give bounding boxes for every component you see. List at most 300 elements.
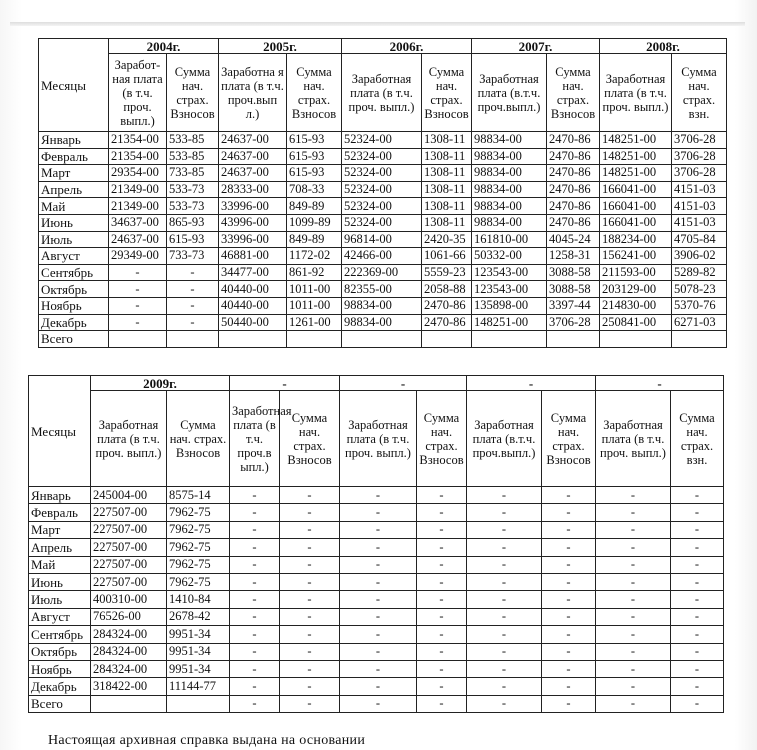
salary-cell: - [596, 504, 671, 521]
table-row [39, 181, 727, 198]
salary-cell: - [596, 487, 671, 504]
salary-cell: - [230, 660, 280, 677]
salary-cell: - [340, 678, 417, 695]
table-row [29, 678, 724, 695]
salary-cell: - [467, 643, 542, 660]
salary-cell: 166041-00 [600, 198, 672, 215]
contribution-cell: 615-93 [287, 148, 342, 165]
salary-cell: 43996-00 [219, 214, 287, 231]
salary-cell: 98834-00 [472, 198, 547, 215]
month-cell: Август [39, 248, 109, 265]
contribution-cell [672, 331, 727, 348]
salary-cell: - [230, 643, 280, 660]
contribution-cell: 5370-76 [672, 297, 727, 314]
month-cell: Март [39, 165, 109, 182]
month-cell: Январь [29, 487, 91, 504]
salary-cell [600, 331, 672, 348]
contribution-cell: 861-92 [287, 264, 342, 281]
salary-subheader: Заработная плата (в.т.ч. проч.выпл.) [467, 391, 542, 487]
contrib-subheader: Сумма нач. страх. Взносов [167, 54, 219, 132]
contribution-cell: 849-89 [287, 231, 342, 248]
salary-cell: - [340, 591, 417, 608]
salary-cell: 21354-00 [109, 132, 167, 149]
salary-cell: 52324-00 [342, 165, 422, 182]
salary-cell: - [596, 695, 671, 712]
table-row [39, 198, 727, 215]
footer-text: Настоящая архивная справка выдана на основании [48, 733, 366, 748]
salary-cell: - [596, 643, 671, 660]
salary-cell: - [340, 556, 417, 573]
salary-cell: - [340, 521, 417, 538]
salary-cell: 211593-00 [600, 264, 672, 281]
contribution-cell: 2470-86 [547, 198, 600, 215]
salary-subheader: Заработна я плата (в т.ч. проч.вып л.) [219, 54, 287, 132]
contribution-cell: 9951-34 [167, 626, 230, 643]
month-cell: Всего [29, 695, 91, 712]
salary-cell: 40440-00 [219, 281, 287, 298]
contrib-subheader: Сумма нач. страх. Взносов [417, 391, 467, 487]
contribution-cell: - [671, 504, 724, 521]
salary-cell: 284324-00 [91, 643, 167, 660]
salary-cell: - [467, 626, 542, 643]
year-header: - [230, 376, 340, 391]
salary-cell: 24637-00 [109, 231, 167, 248]
month-cell: Сентябрь [29, 626, 91, 643]
salary-cell: - [596, 608, 671, 625]
salary-cell: 33996-00 [219, 231, 287, 248]
salary-cell: 52324-00 [342, 181, 422, 198]
salary-cell: - [596, 660, 671, 677]
month-cell: Июнь [29, 573, 91, 590]
salary-cell: - [230, 539, 280, 556]
salary-cell: - [340, 608, 417, 625]
salary-cell: - [467, 695, 542, 712]
table-row [29, 591, 724, 608]
contribution-cell: - [280, 695, 340, 712]
salary-cell: - [340, 660, 417, 677]
year-header: 2008г. [600, 39, 727, 54]
contribution-cell: 6271-03 [672, 314, 727, 331]
table-row [39, 281, 727, 298]
contribution-cell: 708-33 [287, 181, 342, 198]
contribution-cell: - [280, 504, 340, 521]
year-header: - [340, 376, 467, 391]
year-header: 2006г. [342, 39, 472, 54]
salary-cell: - [467, 539, 542, 556]
salary-cell: 123543-00 [472, 264, 547, 281]
contribution-cell: - [542, 487, 596, 504]
salary-subheader: Заработная плата (в т.ч. проч. выпл.) [600, 54, 672, 132]
contribution-cell: 733-73 [167, 248, 219, 265]
salary-cell: 98834-00 [342, 297, 422, 314]
salary-cell: 50332-00 [472, 248, 547, 265]
salary-cell: - [340, 487, 417, 504]
month-cell: Апрель [39, 181, 109, 198]
salary-cell: 98834-00 [472, 165, 547, 182]
month-cell: Июль [29, 591, 91, 608]
contribution-cell: 533-85 [167, 148, 219, 165]
salary-cell: 21354-00 [109, 148, 167, 165]
contrib-subheader: Сумма нач. страх. взн. [671, 391, 724, 487]
contribution-cell: - [542, 695, 596, 712]
salary-cell: 222369-00 [342, 264, 422, 281]
months-header: Месяцы [29, 376, 91, 487]
month-cell: Январь [39, 132, 109, 149]
table-row [39, 165, 727, 182]
table-row [29, 539, 724, 556]
table-row [39, 331, 727, 348]
contribution-cell: 1258-31 [547, 248, 600, 265]
contrib-subheader: Сумма нач. страх. Взносов [422, 54, 472, 132]
contribution-cell: - [280, 643, 340, 660]
salary-cell: 188234-00 [600, 231, 672, 248]
month-cell: Июль [39, 231, 109, 248]
table-row [39, 264, 727, 281]
salary-cell: 28333-00 [219, 181, 287, 198]
months-header: Месяцы [39, 39, 109, 132]
salary-cell [219, 331, 287, 348]
contribution-cell: 2470-86 [547, 165, 600, 182]
contribution-cell: 849-89 [287, 198, 342, 215]
salary-cell: 98834-00 [342, 314, 422, 331]
contribution-cell: - [542, 643, 596, 660]
salary-cell: 34637-00 [109, 214, 167, 231]
month-cell: Февраль [39, 148, 109, 165]
contribution-cell: - [542, 591, 596, 608]
salary-cell: 50440-00 [219, 314, 287, 331]
salary-subheader: Заработная плата (в т.ч. проч. выпл.) [342, 54, 422, 132]
contribution-cell: 1061-66 [422, 248, 472, 265]
contrib-subheader: Сумма нач. страх. Взносов [280, 391, 340, 487]
month-cell: Май [29, 556, 91, 573]
contribution-cell: 615-93 [167, 231, 219, 248]
contribution-cell: 1410-84 [167, 591, 230, 608]
contribution-cell: - [671, 573, 724, 590]
salary-subheader: Заработная плата (в т.ч. проч. выпл.) [91, 391, 167, 487]
contribution-cell: 1172-02 [287, 248, 342, 265]
contribution-cell: - [417, 678, 467, 695]
contribution-cell: - [417, 660, 467, 677]
contribution-cell: - [542, 539, 596, 556]
contribution-cell: 4151-03 [672, 181, 727, 198]
contribution-cell: 7962-75 [167, 539, 230, 556]
month-cell: Октябрь [39, 281, 109, 298]
contribution-cell: 7962-75 [167, 521, 230, 538]
table-row [29, 660, 724, 677]
contribution-cell: 5289-82 [672, 264, 727, 281]
salary-cell: 227507-00 [91, 521, 167, 538]
salary-cell: 98834-00 [472, 214, 547, 231]
salary-cell: - [467, 487, 542, 504]
salary-cell [109, 331, 167, 348]
table-row [29, 504, 724, 521]
salary-subheader: Заработная плата (в т.ч. проч. выпл.) [340, 391, 417, 487]
contribution-cell: - [542, 573, 596, 590]
table-row [29, 521, 724, 538]
contribution-cell: - [542, 504, 596, 521]
salary-cell: - [467, 573, 542, 590]
contribution-cell: - [671, 643, 724, 660]
contribution-cell: - [671, 521, 724, 538]
salary-cell: 227507-00 [91, 504, 167, 521]
salary-cell: - [230, 678, 280, 695]
contribution-cell: - [671, 539, 724, 556]
salary-cell: - [596, 539, 671, 556]
salary-cell: - [467, 556, 542, 573]
salary-cell [91, 695, 167, 712]
contribution-cell [547, 331, 600, 348]
year-header: - [467, 376, 596, 391]
year-header: 2005г. [219, 39, 342, 54]
salary-cell [472, 331, 547, 348]
table-row [39, 248, 727, 265]
contribution-cell: - [167, 314, 219, 331]
contribution-cell: - [542, 678, 596, 695]
contribution-cell: - [280, 608, 340, 625]
salary-cell: 98834-00 [472, 181, 547, 198]
month-cell: Декабрь [29, 678, 91, 695]
contribution-cell: 8575-14 [167, 487, 230, 504]
contribution-cell: - [542, 556, 596, 573]
contribution-cell: - [671, 591, 724, 608]
contribution-cell [167, 695, 230, 712]
contribution-cell: - [542, 660, 596, 677]
salary-cell: 42466-00 [342, 248, 422, 265]
salary-cell: 166041-00 [600, 214, 672, 231]
salary-cell: - [596, 626, 671, 643]
month-cell: Апрель [29, 539, 91, 556]
contrib-subheader: Сумма нач. страх. Взносов [542, 391, 596, 487]
year-header: 2004г. [109, 39, 219, 54]
salary-subheader: Заработная плата (в т.ч. проч. выпл.) [596, 391, 671, 487]
salary-cell: 96814-00 [342, 231, 422, 248]
contribution-cell: - [280, 573, 340, 590]
contribution-cell: - [542, 608, 596, 625]
month-cell: Февраль [29, 504, 91, 521]
month-cell: Июнь [39, 214, 109, 231]
salary-cell: - [467, 591, 542, 608]
contribution-cell [287, 331, 342, 348]
contribution-cell: 4045-24 [547, 231, 600, 248]
salary-cell: - [340, 695, 417, 712]
contribution-cell: 2470-86 [422, 297, 472, 314]
contribution-cell: - [671, 487, 724, 504]
table-row [39, 148, 727, 165]
contribution-cell: 3706-28 [547, 314, 600, 331]
table-row [39, 314, 727, 331]
contribution-cell: - [671, 678, 724, 695]
salary-cell: 24637-00 [219, 165, 287, 182]
salary-cell: - [109, 314, 167, 331]
contribution-cell: - [417, 539, 467, 556]
contribution-cell: 533-73 [167, 198, 219, 215]
salary-cell: 148251-00 [472, 314, 547, 331]
salary-cell: 203129-00 [600, 281, 672, 298]
salary-cell: 156241-00 [600, 248, 672, 265]
contribution-cell: 5559-23 [422, 264, 472, 281]
salary-cell: 227507-00 [91, 556, 167, 573]
salary-cell: - [467, 521, 542, 538]
table-row [29, 487, 724, 504]
table-row [39, 132, 727, 149]
salary-cell: 34477-00 [219, 264, 287, 281]
contribution-cell: - [417, 626, 467, 643]
salary-table-2009 [28, 375, 724, 713]
salary-cell: 52324-00 [342, 148, 422, 165]
month-cell: Ноябрь [29, 660, 91, 677]
contribution-cell: 2470-86 [547, 148, 600, 165]
salary-cell: - [230, 504, 280, 521]
contribution-cell: 9951-34 [167, 660, 230, 677]
contribution-cell: - [167, 264, 219, 281]
contribution-cell: - [671, 660, 724, 677]
salary-cell: 148251-00 [600, 132, 672, 149]
contribution-cell: 1308-11 [422, 181, 472, 198]
salary-cell: - [109, 281, 167, 298]
salary-cell: 166041-00 [600, 181, 672, 198]
salary-cell: - [467, 660, 542, 677]
salary-cell: - [340, 643, 417, 660]
table-row [29, 695, 724, 712]
year-header: 2007г. [472, 39, 600, 54]
table-row [29, 608, 724, 625]
salary-cell: - [467, 678, 542, 695]
contribution-cell [167, 331, 219, 348]
salary-subheader: Заработная плата (в т.ч. проч.в ыпл.) [230, 391, 280, 487]
salary-cell: - [596, 556, 671, 573]
contribution-cell: 2470-86 [547, 181, 600, 198]
salary-cell: 24637-00 [219, 132, 287, 149]
contribution-cell: 1308-11 [422, 132, 472, 149]
salary-cell: - [230, 695, 280, 712]
contribution-cell: 2678-42 [167, 608, 230, 625]
salary-cell: - [340, 539, 417, 556]
contribution-cell: 865-93 [167, 214, 219, 231]
contribution-cell: 7962-75 [167, 504, 230, 521]
contribution-cell: - [280, 521, 340, 538]
salary-cell: - [230, 626, 280, 643]
contribution-cell: - [417, 608, 467, 625]
contribution-cell: 1308-11 [422, 198, 472, 215]
contribution-cell: 533-85 [167, 132, 219, 149]
contribution-cell: 615-93 [287, 132, 342, 149]
table-row [29, 626, 724, 643]
salary-cell: 245004-00 [91, 487, 167, 504]
salary-cell: 29354-00 [109, 165, 167, 182]
salary-cell: - [340, 504, 417, 521]
contribution-cell: - [280, 626, 340, 643]
salary-cell: - [467, 504, 542, 521]
contribution-cell: - [542, 626, 596, 643]
table-row [39, 231, 727, 248]
salary-subheader: Заработ-ная плата (в т.ч. проч. выпл.) [109, 54, 167, 132]
table-row [29, 643, 724, 660]
table-row [29, 556, 724, 573]
table-row [39, 214, 727, 231]
year-header: 2009г. [91, 376, 230, 391]
contribution-cell: - [671, 556, 724, 573]
salary-cell: 52324-00 [342, 132, 422, 149]
salary-cell: 227507-00 [91, 539, 167, 556]
month-cell: Всего [39, 331, 109, 348]
salary-cell: 227507-00 [91, 573, 167, 590]
contribution-cell: - [417, 521, 467, 538]
salary-cell: - [596, 521, 671, 538]
salary-cell: - [109, 264, 167, 281]
salary-cell: - [467, 608, 542, 625]
salary-cell: 52324-00 [342, 214, 422, 231]
salary-cell: 214830-00 [600, 297, 672, 314]
contribution-cell: 2470-86 [547, 132, 600, 149]
month-cell: Август [29, 608, 91, 625]
contribution-cell: 533-73 [167, 181, 219, 198]
contribution-cell: - [280, 591, 340, 608]
salary-cell: - [596, 573, 671, 590]
contribution-cell: 4705-84 [672, 231, 727, 248]
salary-cell: - [230, 487, 280, 504]
contribution-cell: - [417, 591, 467, 608]
table-row [29, 573, 724, 590]
contribution-cell: 2470-86 [547, 214, 600, 231]
contribution-cell: 3706-28 [672, 165, 727, 182]
salary-cell: 33996-00 [219, 198, 287, 215]
contribution-cell: - [417, 573, 467, 590]
contribution-cell: 5078-23 [672, 281, 727, 298]
contribution-cell: 4151-03 [672, 198, 727, 215]
salary-subheader: Заработная плата (в.т.ч. проч.выпл.) [472, 54, 547, 132]
salary-cell [342, 331, 422, 348]
contribution-cell: 7962-75 [167, 573, 230, 590]
salary-cell: - [596, 678, 671, 695]
contribution-cell: - [542, 521, 596, 538]
contribution-cell: 11144-77 [167, 678, 230, 695]
salary-cell: 46881-00 [219, 248, 287, 265]
month-cell: Сентябрь [39, 264, 109, 281]
salary-table-2004-2008 [38, 38, 727, 348]
table-row [39, 297, 727, 314]
contribution-cell: - [280, 539, 340, 556]
salary-cell: 40440-00 [219, 297, 287, 314]
month-cell: Май [39, 198, 109, 215]
salary-cell: 98834-00 [472, 132, 547, 149]
contrib-subheader: Сумма нач. страх. Взносов [167, 391, 230, 487]
salary-cell: - [230, 521, 280, 538]
month-cell: Октябрь [29, 643, 91, 660]
scan-edge-shadow [10, 22, 745, 26]
month-cell: Ноябрь [39, 297, 109, 314]
salary-cell: - [340, 626, 417, 643]
salary-cell: 161810-00 [472, 231, 547, 248]
salary-cell: 98834-00 [472, 148, 547, 165]
contribution-cell: 3088-58 [547, 281, 600, 298]
contribution-cell: - [280, 556, 340, 573]
contribution-cell: - [417, 643, 467, 660]
month-cell: Декабрь [39, 314, 109, 331]
contribution-cell: 3088-58 [547, 264, 600, 281]
contribution-cell: 2470-86 [422, 314, 472, 331]
contrib-subheader: Сумма нач. страх. Взносов [547, 54, 600, 132]
contribution-cell: 1011-00 [287, 281, 342, 298]
contribution-cell: 2420-35 [422, 231, 472, 248]
salary-cell: - [230, 608, 280, 625]
salary-cell: - [340, 573, 417, 590]
contribution-cell: 615-93 [287, 165, 342, 182]
contribution-cell: - [671, 608, 724, 625]
contrib-subheader: Сумма нач. страх. Взносов [287, 54, 342, 132]
contribution-cell: 1308-11 [422, 165, 472, 182]
contribution-cell: 3906-02 [672, 248, 727, 265]
contribution-cell: 2058-88 [422, 281, 472, 298]
